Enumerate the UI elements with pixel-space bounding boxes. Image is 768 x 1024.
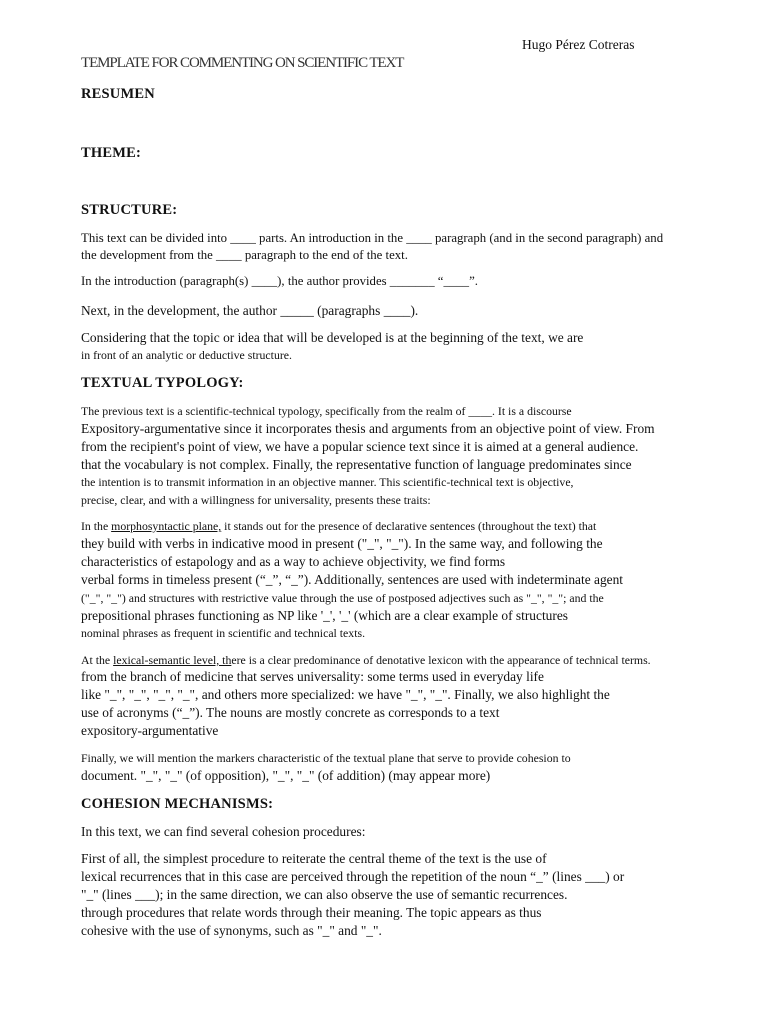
typology-line: Finally, we will mention the markers characteristic of the textual plane that serve to provide cohesion to [81,751,571,765]
typology-line: prepositional phrases functioning as NP like '_', '_' (which are a clear example of structures [81,608,568,623]
structure-line: Next, in the development, the author _____ (paragraphs ____). [81,303,419,318]
typology-line: from the branch of medicine that serves universality: some terms used in everyday life [81,669,544,684]
structure-line: Considering that the topic or idea that will be developed is at the beginning of the text, we are [81,330,584,345]
heading-cohesion-mechanisms: COHESION MECHANISMS: [81,796,274,812]
heading-textual-typology: TEXTUAL TYPOLOGY: [81,375,244,391]
typology-line: characteristics of estapology and as a way to achieve objectivity, we find forms [81,554,506,569]
structure-line: the development from the ____ paragraph to the end of the text. [81,248,408,262]
typology-line: that the vocabulary is not complex. Finally, the representative function of language predominates since [81,457,632,472]
typology-line [81,653,651,668]
cohesion-line: "_" (lines ___); in the same direction, we can also observe the use of semantic recurrences. [81,887,568,902]
heading-resumen: RESUMEN [81,86,155,102]
typology-line: verbal forms in timeless present (“_”, “_”). Additionally, sentences are used with indeterminate agent [81,572,624,587]
typology-line: from the recipient's point of view, we have a popular science text since it is aimed at a general audience. [81,439,639,454]
typology-line: The previous text is a scientific-technical typology, specifically from the realm of ____. It is a discourse [81,404,572,418]
typology-line: nominal phrases as frequent in scientific and technical texts. [81,626,366,640]
typology-line: expository-argumentative [81,723,219,738]
morphosyntactic-rest: it stands out for the presence of declarative sentences (throughout the text) that [221,519,597,533]
typology-line: the intention is to transmit information in an objective manner. This scientific-technical text is objective, [81,475,574,489]
typology-line: document. "_", "_" (of opposition), "_", "_" (of addition) (may appear more) [81,768,491,783]
lexical-semantic-term: lexical-semantic level, th [113,653,232,667]
typology-line: like "_", "_", "_", "_", and others more specialized: we have "_", "_". Finally, we also highlight the [81,687,610,702]
typology-line: use of acronyms (“_”). The nouns are mostly concrete as corresponds to a text [81,705,500,720]
cohesion-line: First of all, the simplest procedure to reiterate the central theme of the text is the use of [81,851,547,866]
heading-structure: STRUCTURE: [81,202,178,218]
cohesion-line: cohesive with the use of synonyms, such as "_" and "_". [81,923,382,938]
typology-line: precise, clear, and with a willingness for universality, presents these traits: [81,493,431,507]
lexical-rest: ere is a clear predominance of denotative lexicon with the appearance of technical terms. [231,653,651,667]
cohesion-line: through procedures that relate words through their meaning. The topic appears as thus [81,905,542,920]
structure-line: in front of an analytic or deductive structure. [81,348,292,362]
typology-line [81,519,596,534]
typology-line: ("_", "_") and structures with restrictive value through the use of postposed adjectives such as "_", "_"; and the [81,591,604,605]
typology-line: Expository-argumentative since it incorporates thesis and arguments from an objective point of view. From [81,421,655,436]
lexical-lead: At the [81,653,114,667]
cohesion-line: In this text, we can find several cohesion procedures: [81,824,366,839]
cohesion-line: lexical recurrences that in this case are perceived through the repetition of the noun “_” (lines ___) or [81,869,625,884]
heading-theme: THEME: [81,145,142,161]
morphosyntactic-plane-term: morphosyntactic plane, [111,519,222,533]
structure-line: This text can be divided into ____ parts. An introduction in the ____ paragraph (and in the second paragraph) and [81,231,664,245]
document-title: TEMPLATE FOR COMMENTING ON SCIENTIFIC TEXT [81,55,404,71]
morphosyntactic-lead: In the [81,519,112,533]
structure-line: In the introduction (paragraph(s) ____), the author provides _______ “____”. [81,274,478,288]
typology-line: they build with verbs in indicative mood in present ("_", "_"). In the same way, and following the [81,536,603,551]
author-name: Hugo Pérez Cotreras [522,37,635,52]
